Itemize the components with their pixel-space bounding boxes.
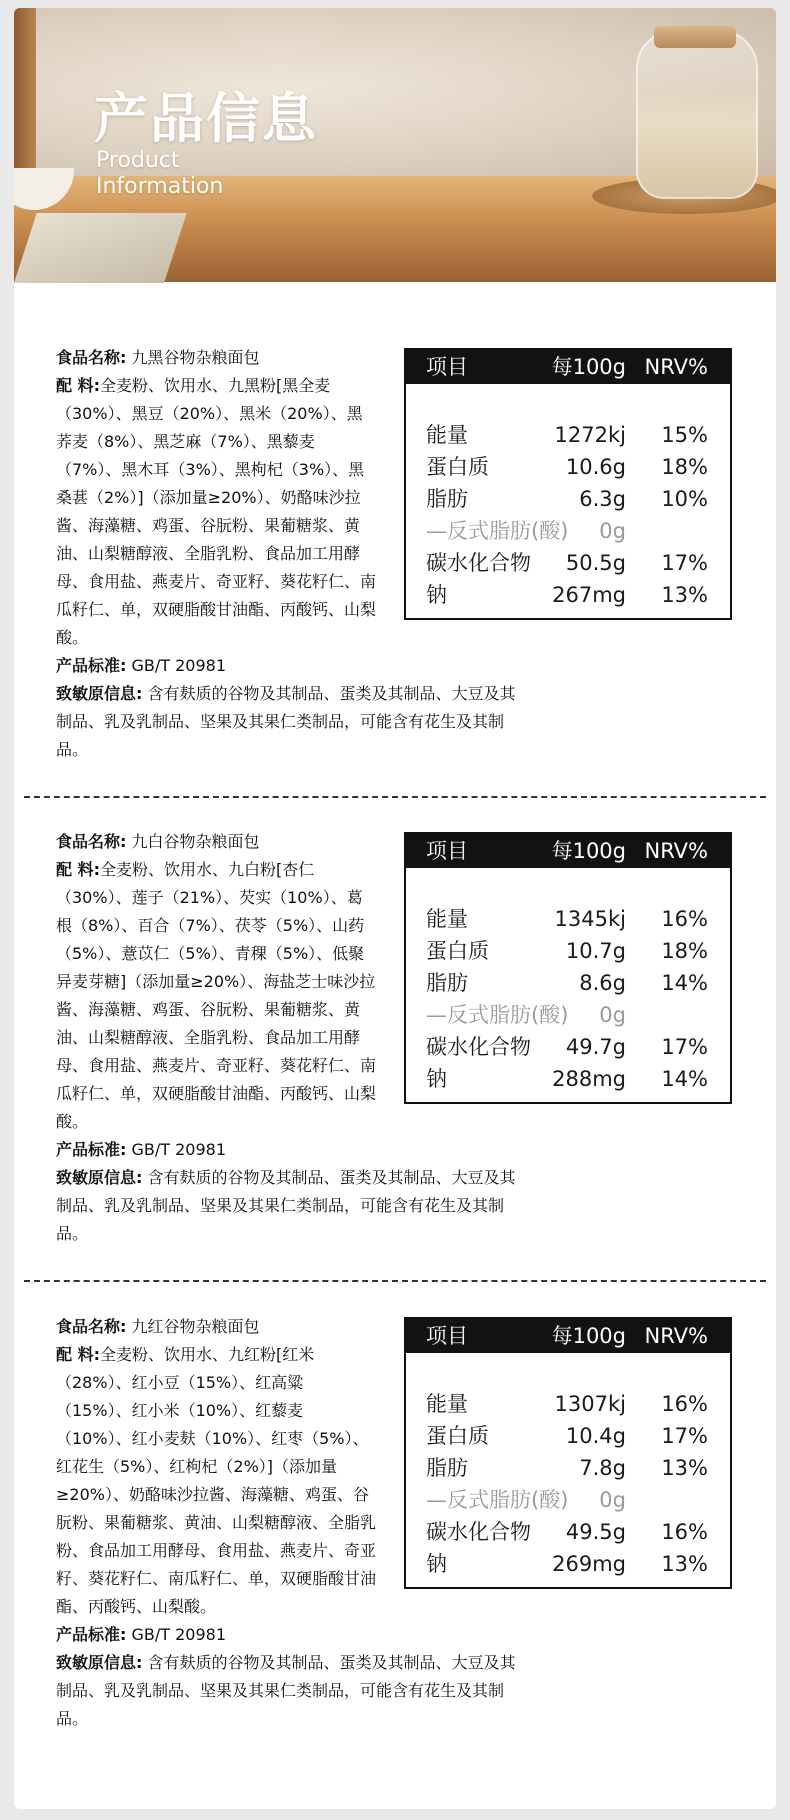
nutrient-value: 0g <box>599 1003 626 1027</box>
nutrient-name: 能量 <box>426 1392 468 1416</box>
section-divider <box>24 796 766 798</box>
wood-frame-decoration <box>14 8 36 178</box>
product-name: 九黑谷物杂粮面包 <box>131 348 260 367</box>
oat-jar-image <box>636 30 758 199</box>
nutrition-row-protein <box>406 1420 730 1452</box>
allergen-label: 致敏原信息: <box>56 684 143 703</box>
ingredients-label: 配 料: <box>56 1345 100 1364</box>
jar-lid-image <box>654 26 736 48</box>
section-divider <box>24 1280 766 1282</box>
header-per100g: 每100g <box>551 839 626 863</box>
nutrition-row-energy <box>406 419 730 451</box>
allergen-label: 致敏原信息: <box>56 1168 143 1187</box>
nutrition-row-fat <box>406 483 730 515</box>
standard-line <box>56 1136 516 1164</box>
nutrient-name: 碳水化合物 <box>426 551 531 575</box>
product-info-card <box>14 8 776 1809</box>
nutrient-name: 脂肪 <box>426 487 468 511</box>
nutrient-nrv: 16% <box>661 1392 708 1416</box>
nutrient-value: 10.6g <box>565 455 626 479</box>
standard-label: 产品标准: <box>56 1625 127 1644</box>
nutrient-name: 能量 <box>426 423 468 447</box>
nutrition-row-fat <box>406 967 730 999</box>
name-label: 食品名称: <box>56 1317 127 1336</box>
ingredients-text: 全麦粉、饮用水、九红粉[红米（28%）、红小豆（15%）、红高粱（15%）、红小米（10%）、红藜麦（10%）、红小麦麸（10%）、红枣（5%）、红花生（5%）、红枸杞（2%）]（添加量≥20%）、奶酪味沙拉酱、海藻糖、鸡蛋、谷朊粉、果葡糖浆、黄油、山梨糖醇液、全脂乳粉、食品加工用酵母、食用盐、燕麦片、奇亚籽、葵花籽仁、南瓜籽仁、单，双硬脂酸甘油酯、丙酸钙、山梨酸。 <box>56 1345 377 1616</box>
nutrient-name: 蛋白质 <box>426 1424 489 1448</box>
nutrient-nrv: 13% <box>661 583 708 607</box>
nutrient-nrv: 13% <box>661 1456 708 1480</box>
standard-text: GB/T 20981 <box>131 1625 227 1644</box>
nutrient-value: 288mg <box>552 1067 626 1091</box>
nutrient-nrv: 18% <box>661 455 708 479</box>
nutrient-nrv: 13% <box>661 1552 708 1576</box>
nutrient-value: 7.8g <box>579 1456 626 1480</box>
nutrient-nrv: 17% <box>661 551 708 575</box>
nutrient-value: 10.7g <box>565 939 626 963</box>
nutrient-name: 脂肪 <box>426 971 468 995</box>
nutrient-value: 1345kj <box>554 907 626 931</box>
header-item: 项目 <box>426 1324 468 1348</box>
nutrition-row-carbohydrate <box>406 1031 730 1063</box>
nutrient-value: 49.7g <box>565 1035 626 1059</box>
nutrient-name: 蛋白质 <box>426 939 489 963</box>
page-title: 产品信息 <box>94 87 318 150</box>
ingredients-text: 全麦粉、饮用水、九黑粉[黑全麦（30%）、黑豆（20%）、黑米（20%）、黑荞麦（8%）、黑芝麻（7%）、黑藜麦（7%）、黑木耳（3%）、黑枸杞（3%）、黑桑葚（2%）]（添加量≥20%）、奶酪味沙拉酱、海藻糖、鸡蛋、谷朊粉、果葡糖浆、黄油、山梨糖醇液、全脂乳粉、食品加工用酵母、食用盐、燕麦片、奇亚籽、葵花籽仁、南瓜籽仁、单，双硬脂酸甘油酯、丙酸钙、山梨酸。 <box>56 376 377 647</box>
nutrient-nrv: 14% <box>661 971 708 995</box>
nutrition-table-header <box>406 834 730 868</box>
nutrient-value: 0g <box>599 519 626 543</box>
nutrient-value: 1307kj <box>554 1392 626 1416</box>
nutrition-table <box>404 832 732 1104</box>
allergen-text: 含有麸质的谷物及其制品、蛋类及其制品、大豆及其制品、乳及乳制品、坚果及其果仁类制品，可能含有花生及其制品。 <box>56 1653 516 1728</box>
standard-line <box>56 1621 516 1649</box>
nutrition-rows <box>406 419 730 611</box>
product-name: 九白谷物杂粮面包 <box>131 832 260 851</box>
nutrient-nrv: 16% <box>661 907 708 931</box>
nutrient-name: 碳水化合物 <box>426 1520 531 1544</box>
nutrition-rows <box>406 1388 730 1580</box>
ingredients-label: 配 料: <box>56 376 100 395</box>
nutrient-nrv: 14% <box>661 1067 708 1091</box>
nutrient-name: 钠 <box>426 1552 447 1576</box>
header-nrv: NRV% <box>644 839 708 863</box>
cloth-decoration <box>14 213 187 283</box>
nutrient-name: 碳水化合物 <box>426 1035 531 1059</box>
subtitle-line-2: Information <box>96 174 224 199</box>
header-nrv: NRV% <box>644 1324 708 1348</box>
nutrition-table-header <box>406 350 730 384</box>
standard-line <box>56 652 516 680</box>
product-name: 九红谷物杂粮面包 <box>131 1317 260 1336</box>
nutrition-table-header <box>406 1319 730 1353</box>
nutrition-row-sodium <box>406 579 730 611</box>
nutrient-value: 269mg <box>552 1552 626 1576</box>
nutrition-row-energy <box>406 903 730 935</box>
allergen-label: 致敏原信息: <box>56 1653 143 1672</box>
header-nrv: NRV% <box>644 355 708 379</box>
nutrient-value: 6.3g <box>579 487 626 511</box>
standard-text: GB/T 20981 <box>131 656 227 675</box>
ingredients-text: 全麦粉、饮用水、九白粉[杏仁（30%）、莲子（21%）、芡实（10%）、葛根（8%）、百合（7%）、茯苓（5%）、山药（5%）、薏苡仁（5%）、青稞（5%）、低聚异麦芽糖]（添加量≥20%）、海盐芝士味沙拉酱、海藻糖、鸡蛋、谷朊粉、果葡糖浆、黄油、山梨糖醇液、全脂乳粉、食品加工用酵母、食用盐、燕麦片、奇亚籽、葵花籽仁、南瓜籽仁、单，双硬脂酸甘油酯、丙酸钙、山梨酸。 <box>56 860 377 1131</box>
nutrition-rows <box>406 903 730 1095</box>
nutrition-table <box>404 348 732 620</box>
allergen-text: 含有麸质的谷物及其制品、蛋类及其制品、大豆及其制品、乳及乳制品、坚果及其果仁类制品，可能含有花生及其制品。 <box>56 1168 516 1243</box>
allergen-text: 含有麸质的谷物及其制品、蛋类及其制品、大豆及其制品、乳及乳制品、坚果及其果仁类制品，可能含有花生及其制品。 <box>56 684 516 759</box>
nutrient-value: 0g <box>599 1488 626 1512</box>
nutrient-nrv: 18% <box>661 939 708 963</box>
header-per100g: 每100g <box>551 355 626 379</box>
standard-label: 产品标准: <box>56 656 127 675</box>
standard-text: GB/T 20981 <box>131 1140 227 1159</box>
name-label: 食品名称: <box>56 832 127 851</box>
standard-label: 产品标准: <box>56 1140 127 1159</box>
allergen-line <box>56 1649 516 1733</box>
nutrient-nrv: 16% <box>661 1520 708 1544</box>
nutrient-name: —反式脂肪(酸) <box>426 519 569 543</box>
nutrition-row-fat <box>406 1452 730 1484</box>
nutrition-row-trans-fat <box>406 1484 730 1516</box>
ingredients-line <box>56 372 376 652</box>
nutrient-value: 1272kj <box>554 423 626 447</box>
nutrient-name: 蛋白质 <box>426 455 489 479</box>
nutrition-row-protein <box>406 451 730 483</box>
nutrient-nrv: 17% <box>661 1035 708 1059</box>
nutrient-nrv: 15% <box>661 423 708 447</box>
nutrient-value: 8.6g <box>579 971 626 995</box>
nutrient-nrv: 17% <box>661 1424 708 1448</box>
nutrient-nrv: 10% <box>661 487 708 511</box>
nutrition-row-sodium <box>406 1063 730 1095</box>
header-item: 项目 <box>426 839 468 863</box>
nutrition-row-trans-fat <box>406 515 730 547</box>
nutrient-name: 钠 <box>426 1067 447 1091</box>
name-label: 食品名称: <box>56 348 127 367</box>
nutrient-name: —反式脂肪(酸) <box>426 1003 569 1027</box>
nutrition-table <box>404 1317 732 1589</box>
header-per100g: 每100g <box>551 1324 626 1348</box>
nutrition-row-trans-fat <box>406 999 730 1031</box>
page-subtitle <box>96 148 223 200</box>
nutrient-name: 脂肪 <box>426 1456 468 1480</box>
nutrient-name: —反式脂肪(酸) <box>426 1488 569 1512</box>
header-item: 项目 <box>426 355 468 379</box>
nutrition-row-carbohydrate <box>406 1516 730 1548</box>
nutrition-row-sodium <box>406 1548 730 1580</box>
allergen-line <box>56 680 516 764</box>
ingredients-line <box>56 1341 376 1621</box>
nutrient-value: 49.5g <box>565 1520 626 1544</box>
ingredients-line <box>56 856 376 1136</box>
subtitle-line-1: Product <box>96 148 180 173</box>
nutrition-row-energy <box>406 1388 730 1420</box>
nutrient-value: 267mg <box>552 583 626 607</box>
nutrient-name: 钠 <box>426 583 447 607</box>
nutrient-value: 50.5g <box>565 551 626 575</box>
nutrient-value: 10.4g <box>565 1424 626 1448</box>
header-banner <box>14 8 776 282</box>
allergen-line <box>56 1164 516 1248</box>
nutrition-row-carbohydrate <box>406 547 730 579</box>
ingredients-label: 配 料: <box>56 860 100 879</box>
nutrition-row-protein <box>406 935 730 967</box>
nutrient-name: 能量 <box>426 907 468 931</box>
